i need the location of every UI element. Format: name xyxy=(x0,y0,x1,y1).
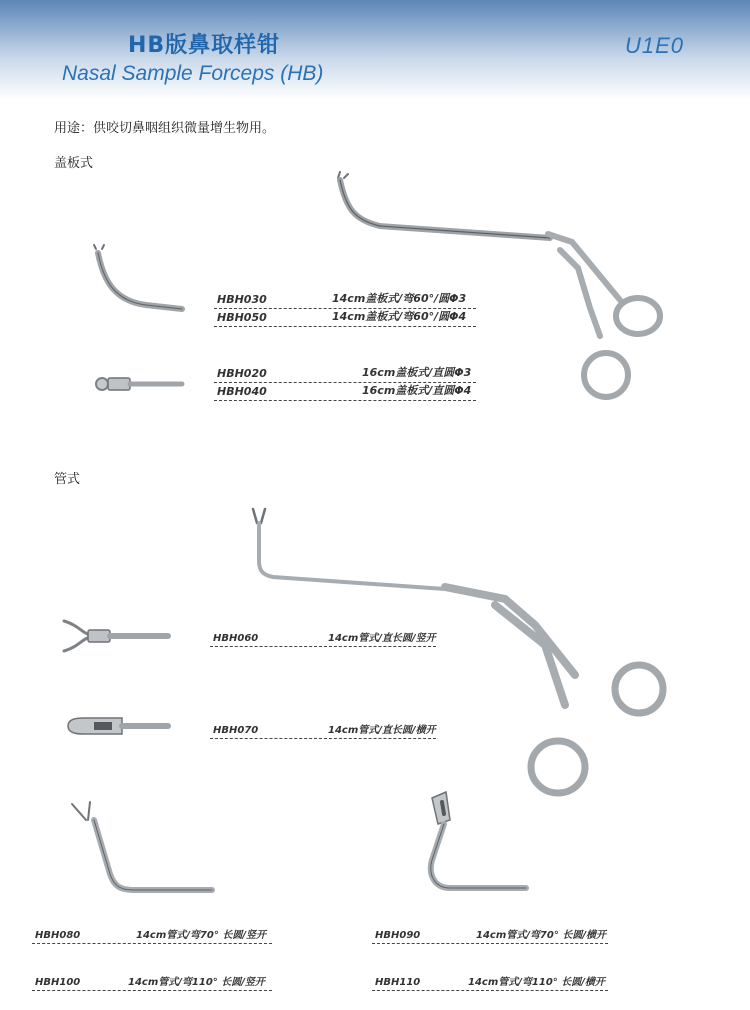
spec-code: HBH050 xyxy=(217,311,267,324)
spec-code: HBH110 xyxy=(375,977,421,988)
spec-row xyxy=(214,290,476,309)
spec-row xyxy=(214,382,476,401)
open-jaw-tip-image xyxy=(60,615,172,657)
spec-row xyxy=(372,925,608,944)
spec-row xyxy=(32,972,272,991)
spec-desc: 14cm盖板式/弯60°/圆Φ4 xyxy=(332,310,467,323)
spec-code: HBH070 xyxy=(213,725,259,736)
spec-code: HBH080 xyxy=(35,930,81,941)
spec-desc: 14cm盖板式/弯60°/圆Φ3 xyxy=(332,292,467,305)
spec-row xyxy=(214,364,476,383)
spec-row xyxy=(210,628,436,647)
bent-oval-tip-image xyxy=(410,780,530,900)
spec-code: HBH090 xyxy=(375,930,421,941)
spec-desc: 14cm管式/弯70° 长圆/竖开 xyxy=(136,930,266,941)
spec-desc: 14cm管式/弯70° 长圆/横开 xyxy=(476,930,606,941)
spec-desc: 14cm管式/弯110° 长圆/横开 xyxy=(468,977,605,988)
spec-row xyxy=(372,972,608,991)
spec-desc: 16cm盖板式/直圆Φ4 xyxy=(362,384,472,397)
usage-text: 用途：供咬切鼻咽组织微量增生物用。 xyxy=(54,121,276,136)
section-label-cover-type: 盖板式 xyxy=(54,156,94,171)
bent-tube-tip-image xyxy=(68,800,216,900)
spec-desc: 14cm管式/直长圆/竖开 xyxy=(328,633,436,644)
spec-desc: 14cm管式/直长圆/横开 xyxy=(328,725,436,736)
spec-code: HBH040 xyxy=(217,385,267,398)
oval-tip-image xyxy=(64,716,170,736)
spec-code: HBH060 xyxy=(213,633,259,644)
spec-row xyxy=(214,308,476,327)
spec-code: HBH100 xyxy=(35,977,81,988)
spec-code: HBH020 xyxy=(217,367,267,380)
page-title-cn: HB版鼻取样钳 xyxy=(128,33,281,58)
tube-forceps-image xyxy=(245,505,670,805)
spec-desc: 16cm盖板式/直圆Φ3 xyxy=(362,366,472,379)
spec-row xyxy=(210,720,436,739)
spec-code: HBH030 xyxy=(217,293,267,306)
spec-desc: 14cm管式/弯110° 长圆/竖开 xyxy=(128,977,265,988)
spec-row xyxy=(32,925,272,944)
curved-tip-image xyxy=(86,243,186,323)
page-title-en: Nasal Sample Forceps (HB) xyxy=(62,62,324,85)
catalog-code: U1E0 xyxy=(625,33,685,58)
section-label-tube-type: 管式 xyxy=(54,472,81,487)
straight-tip-image xyxy=(92,368,184,398)
